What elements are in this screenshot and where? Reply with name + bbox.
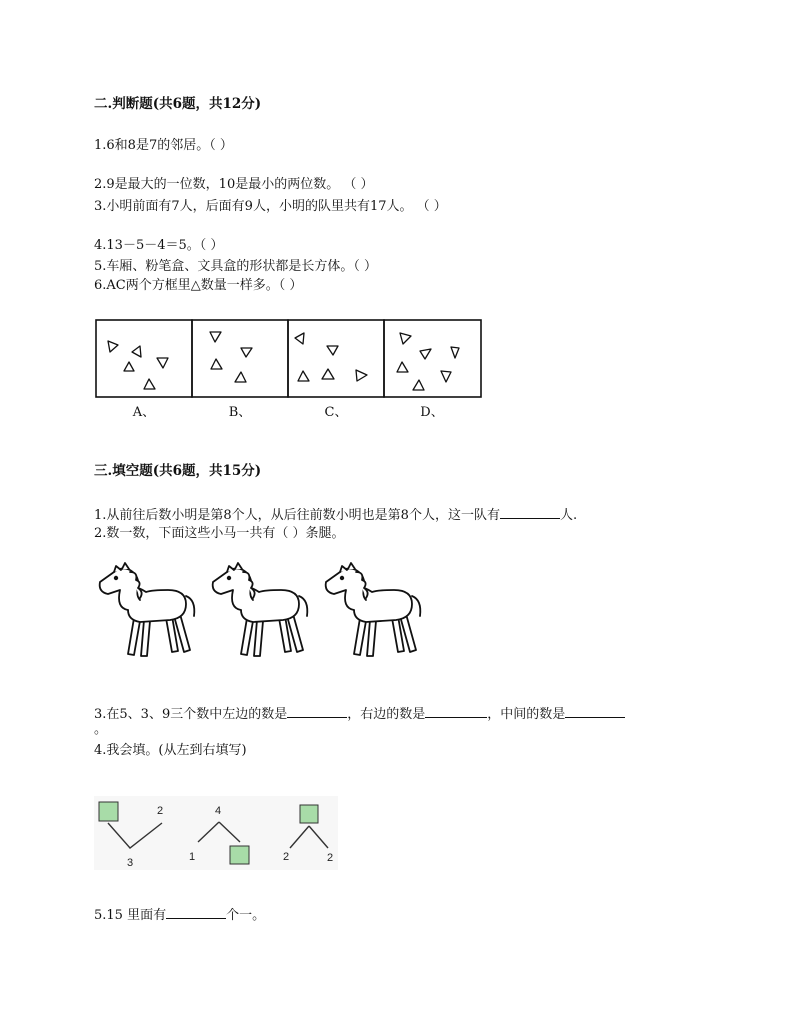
tree1-right: 2 [157,805,164,817]
tree1-bottom: 3 [127,857,134,869]
question-2-1: 1.6和8是7的邻居。（ ） [94,138,233,153]
question-3-3-text-b: ，右边的数是 [347,707,426,722]
question-3-1-text: 1.从前往后数小明是第8个人，从后往前数小明也是第8个人，这一队有 [94,508,500,523]
tree1-blank-box [99,802,118,821]
tree3-left: 2 [283,851,290,863]
question-2-3: 3.小明前面有7人，后面有9人，小明的队里共有17人。 （ ） [94,199,447,214]
question-3-3-text-c: ，中间的数是 [487,707,566,722]
box-label-c: C、 [324,405,348,420]
tree2-blank-box [230,846,249,864]
tree3-blank-box [300,805,318,823]
box-label-d: D、 [420,405,444,420]
answer-blank[interactable] [166,906,226,919]
question-3-1-unit: 人. [559,508,578,523]
question-2-6: 6.AC两个方框里△数量一样多。（ ） [94,278,303,293]
question-3-3-end: 。 [94,722,108,737]
question-3-2: 2.数一数，下面这些小马一共有（ ）条腿。 [94,526,345,541]
tree3-right: 2 [327,852,334,864]
question-3-5-unit: 个一。 [226,908,266,923]
question-3-5-text: 5.15 里面有 [94,908,167,923]
question-3-3-text-a: 3.在5、3、9三个数中左边的数是 [94,707,288,722]
tree2-top: 4 [215,805,222,817]
box-label-a: A、 [132,405,156,420]
section3-title: 三.填空题(共6题，共15分) [94,463,262,479]
question-2-5: 5.车厢、粉笔盒、文具盒的形状都是长方体。（ ） [94,259,378,274]
question-3-4: 4.我会填。(从左到右填写) [94,743,247,758]
tree2-left: 1 [189,851,196,863]
question-2-2: 2.9是最大的一位数，10是最小的两位数。 （ ） [94,177,374,192]
question-3-5 [94,906,265,924]
question-2-4: 4.13－5－4＝5。（ ） [94,238,224,253]
box-label-b: B、 [228,405,252,420]
section2-title: 二.判断题(共6题，共12分) [94,96,262,112]
